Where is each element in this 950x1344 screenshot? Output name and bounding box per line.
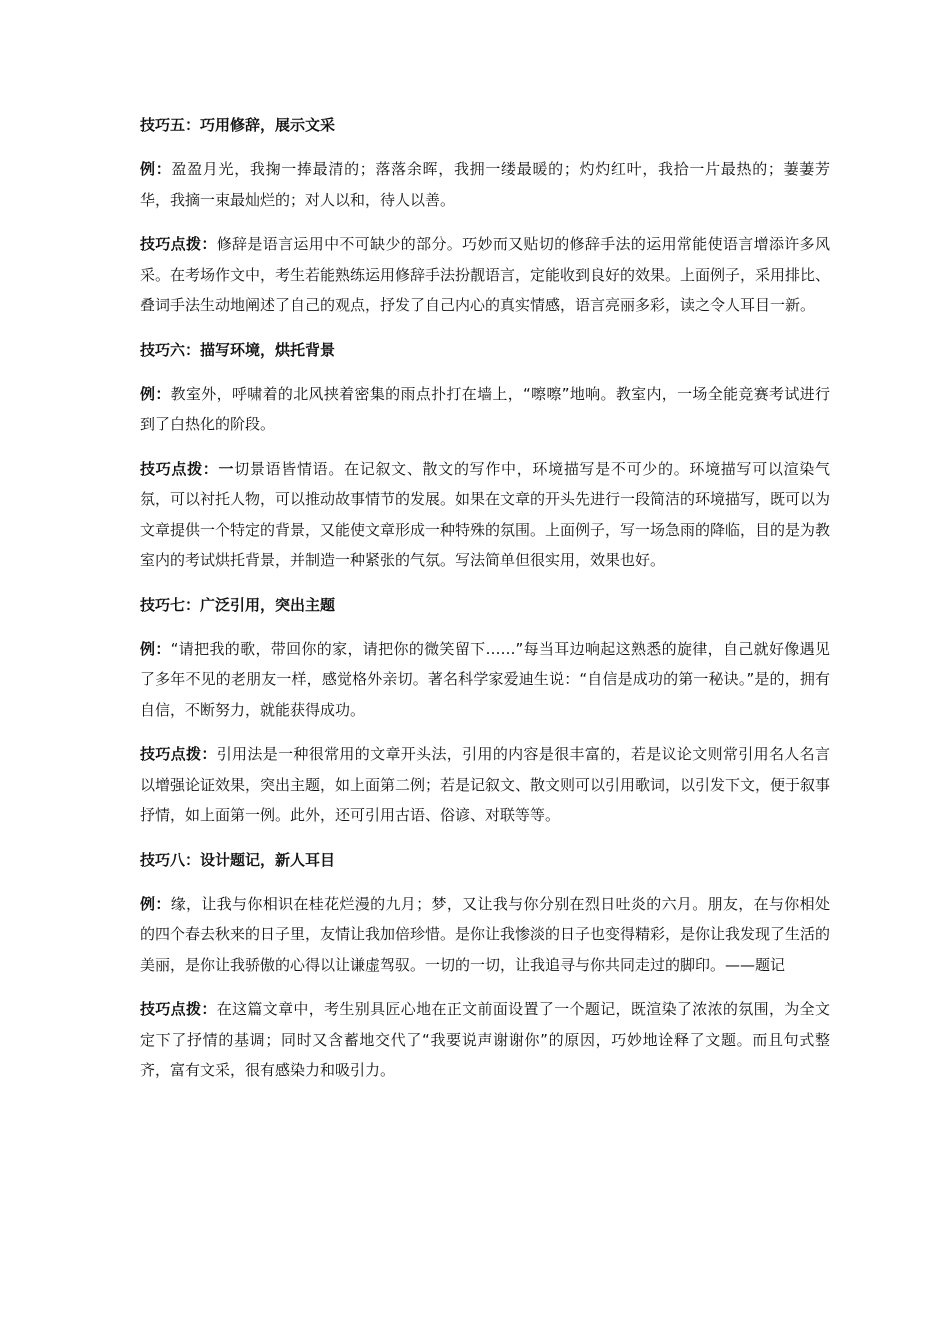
example-label: 例：	[140, 160, 172, 178]
tip-text: 在这篇文章中，考生别具匠心地在正文前面设置了一个题记，既渲染了浓浓的氛围，为全文定下了抒情的基调；同时又含蓄地交代了“我要说声谢谢你”的原因，巧妙地诠释了文题。而且句式整齐，富有文采，很有感染力和吸引力。	[140, 1000, 830, 1079]
tip-paragraph	[140, 454, 830, 576]
section-heading: 技巧八：设计题记，新人耳目	[140, 850, 336, 869]
example-paragraph	[140, 154, 830, 215]
section-tip-5	[140, 110, 830, 321]
section-tip-6	[140, 335, 830, 576]
example-text: 缘，让我与你相识在桂花烂漫的九月；梦，又让我与你分别在烈日吐炎的六月。朋友，在与你相处的四个春去秋来的日子里，友情让我加倍珍惜。是你让我惨淡的日子也变得精彩，是你让我发现了生活的美丽，是你让我骄傲的心得以让谦虚驾驭。一切的一切，让我追寻与你共同走过的脚印。——题记	[140, 894, 831, 974]
tip-paragraph	[140, 739, 830, 831]
tip-label: 技巧点拨：	[140, 745, 217, 763]
tip-label: 技巧点拨：	[140, 1000, 217, 1018]
tip-paragraph	[140, 994, 830, 1086]
document-page	[140, 110, 830, 1100]
tip-text: 引用法是一种很常用的文章开头法，引用的内容是很丰富的，若是议论文则常引用名人名言以增强论证效果，突出主题，如上面第二例；若是记叙文、散文则可以引用歌词，以引发下文，便于叙事抒情，如上面第一例。此外，还可引用古语、俗谚、对联等等。	[140, 745, 831, 824]
section-tip-7	[140, 590, 830, 831]
example-text: “请把我的歌，带回你的家，请把你的微笑留下……”每当耳边响起这熟悉的旋律，自己就好像遇见了多年不见的老朋友一样，感觉格外亲切。著名科学家爱迪生说：“自信是成功的第一秘诀。”是的，拥有自信，不断努力，就能获得成功。	[140, 639, 830, 719]
section-heading: 技巧六：描写环境，烘托背景	[140, 340, 336, 359]
section-tip-8	[140, 845, 830, 1086]
tip-text: 修辞是语言运用中不可缺少的部分。巧妙而又贴切的修辞手法的运用常能使语言增添许多风采。在考场作文中，考生若能熟练运用修辞手法扮靓语言，定能收到良好的效果。上面例子，采用排比、叠词手法生动地阐述了自己的观点，抒发了自己内心的真实情感，语言亮丽多彩，读之令人耳目一新。	[140, 235, 831, 314]
example-paragraph	[140, 634, 830, 726]
tip-text: 切景语皆情语。在记叙文、散文的写作中，环境描写是不可少的。环境描写可以渲染气氛，可以衬托人物，可以推动故事情节的发展。如果在文章的开头先进行一段简洁的环境描写，既可以为文章提供一个特定的背景，又能使文章形成一种特殊的氛围。上面例子，写一场急雨的降临，目的是为教室内的考试烘托背景，并制造一种紧张的气氛。写法简单但很实用，效果也好。	[140, 459, 831, 569]
example-text: 教室外，呼啸着的北风挟着密集的雨点扑打在墙上，“嚓嚓”地响。教室内，一场全能竞赛考试进行到了白热化的阶段。	[140, 384, 830, 433]
example-label: 例：	[140, 639, 171, 658]
tip-label: 技巧点拨：	[140, 235, 217, 253]
section-heading: 技巧七：广泛引用，突出主题	[140, 595, 336, 614]
example-paragraph	[140, 379, 830, 440]
section-heading: 技巧五：巧用修辞，展示文采	[140, 116, 336, 134]
example-label: 例：	[140, 894, 171, 913]
tip-paragraph	[140, 229, 830, 321]
tip-label: 技巧点拨：一	[140, 459, 235, 478]
example-label: 例：	[140, 384, 171, 403]
example-paragraph	[140, 889, 830, 981]
example-text: 盈盈月光，我掬一捧最清的；落落余晖，我拥一缕最暖的；灼灼红叶，我拾一片最热的；萋萋芳华，我摘一束最灿烂的；对人以和，待人以善。	[140, 160, 830, 209]
